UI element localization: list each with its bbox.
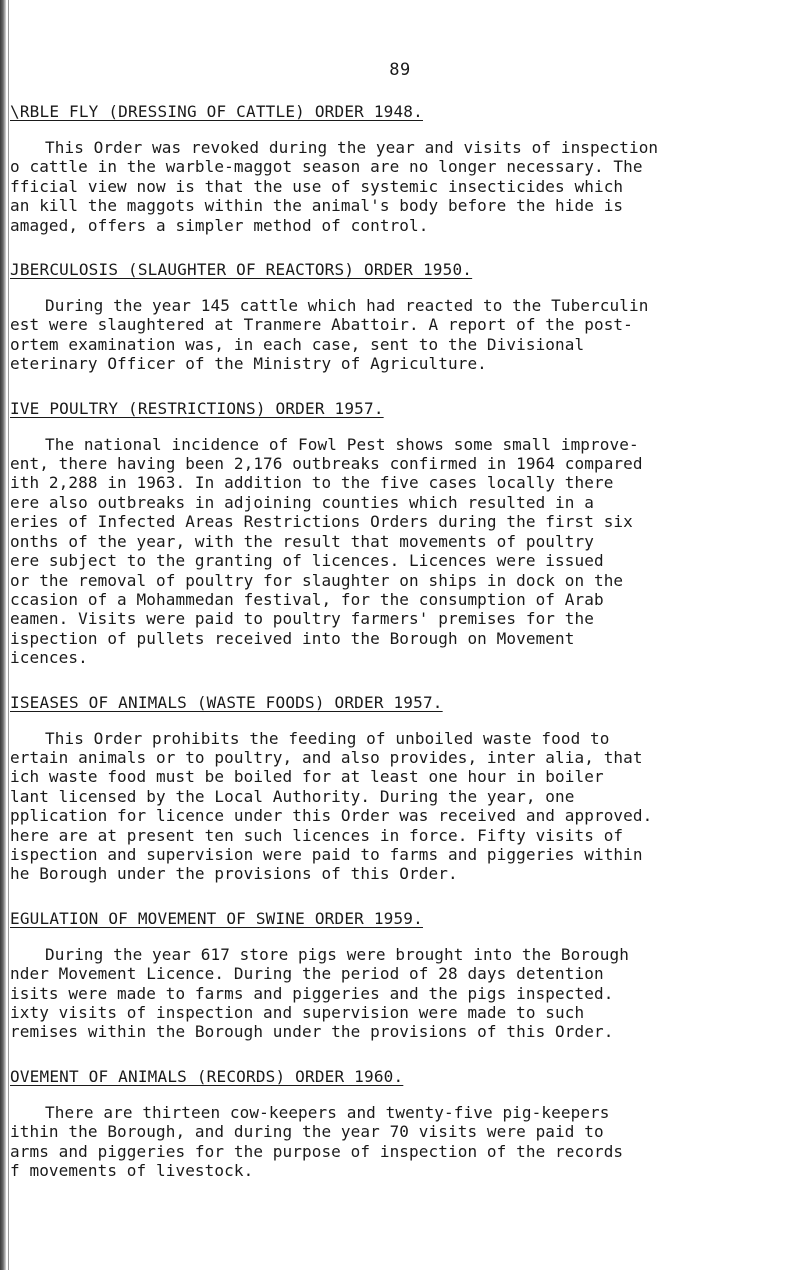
section-animal-records-order bbox=[10, 1065, 795, 1181]
text-line: nder Movement Licence. During the period of 28 days detention bbox=[10, 964, 604, 984]
text-line: ith 2,288 in 1963. In addition to the five cases locally there bbox=[10, 473, 614, 493]
section-heading: IVE POULTRY (RESTRICTIONS) ORDER 1957. bbox=[10, 398, 384, 418]
text-line: onths of the year, with the result that movements of poultry bbox=[10, 531, 594, 551]
text-line: o cattle in the warble-maggot season are no longer necessary. The bbox=[10, 157, 643, 177]
text-line: lant licensed by the Local Authority. During the year, one bbox=[10, 786, 575, 806]
text-line: ithin the Borough, and during the year 70 visits were paid to bbox=[10, 1122, 604, 1142]
text-line: The national incidence of Fowl Pest shows some small improve- bbox=[45, 434, 639, 454]
text-line: ent, there having been 2,176 outbreaks confirmed in 1964 compared bbox=[10, 454, 643, 474]
text-line: here are at present ten such licences in force. Fifty visits of bbox=[10, 825, 624, 845]
text-line: he Borough under the provisions of this Order. bbox=[10, 864, 458, 884]
text-line: This Order prohibits the feeding of unboiled waste food to bbox=[45, 728, 610, 748]
text-line: icences. bbox=[10, 648, 88, 668]
section-heading: EGULATION OF MOVEMENT OF SWINE ORDER 1959. bbox=[10, 908, 423, 928]
page-binding-line bbox=[8, 0, 9, 1270]
page-binding-edge bbox=[0, 0, 6, 1270]
section-paragraph bbox=[10, 296, 795, 374]
section-swine-movement-order bbox=[10, 907, 795, 1042]
text-line: There are thirteen cow-keepers and twenty-five pig-keepers bbox=[45, 1102, 610, 1122]
text-line: eterinary Officer of the Ministry of Agriculture. bbox=[10, 354, 487, 374]
section-heading: ISEASES OF ANIMALS (WASTE FOODS) ORDER 1957. bbox=[10, 692, 443, 712]
text-line: pplication for licence under this Order was received and approved. bbox=[10, 806, 653, 826]
text-line: During the year 617 store pigs were brought into the Borough bbox=[45, 944, 629, 964]
text-line: ertain animals or to poultry, and also provides, inter alia, that bbox=[10, 747, 643, 767]
section-heading: JBERCULOSIS (SLAUGHTER OF REACTORS) ORDER 1950. bbox=[10, 260, 473, 280]
section-heading: \RBLE FLY (DRESSING OF CATTLE) ORDER 1948. bbox=[10, 102, 423, 121]
section-paragraph bbox=[10, 729, 795, 884]
text-line: ere subject to the granting of licences. Licences were issued bbox=[10, 551, 604, 571]
text-line: or the removal of poultry for slaughter on ships in dock on the bbox=[10, 570, 624, 590]
text-line: an kill the maggots within the animal's body before the hide is bbox=[10, 196, 624, 216]
text-line: ccasion of a Mohammedan festival, for the consumption of Arab bbox=[10, 589, 604, 609]
text-line: remises within the Borough under the provisions of this Order. bbox=[10, 1022, 614, 1042]
text-line: ixty visits of inspection and supervision were made to such bbox=[10, 1003, 585, 1022]
page-number: 89 bbox=[389, 60, 411, 80]
text-line: This Order was revoked during the year and visits of inspection bbox=[45, 138, 659, 157]
section-paragraph bbox=[10, 435, 795, 668]
text-line: amaged, offers a simpler method of control. bbox=[10, 215, 429, 235]
text-line: eries of Infected Areas Restrictions Orders during the first six bbox=[10, 512, 633, 532]
section-heading: OVEMENT OF ANIMALS (RECORDS) ORDER 1960. bbox=[10, 1066, 404, 1086]
text-line: ispection and supervision were paid to farms and piggeries within bbox=[10, 844, 643, 864]
text-line: f movements of livestock. bbox=[10, 1161, 254, 1181]
text-line: eamen. Visits were paid to poultry farmers' premises for the bbox=[10, 609, 594, 629]
section-paragraph bbox=[10, 1103, 795, 1181]
text-line: isits were made to farms and piggeries and the pigs inspected. bbox=[10, 983, 614, 1003]
text-line: ich waste food must be boiled for at least one hour in boiler bbox=[10, 767, 604, 787]
text-line: ere also outbreaks in adjoining counties which resulted in a bbox=[10, 492, 594, 512]
section-waste-foods-order bbox=[10, 691, 795, 884]
text-line: ortem examination was, in each case, sent to the Divisional bbox=[10, 334, 585, 354]
text-line: During the year 145 cattle which had reacted to the Tuberculin bbox=[45, 296, 649, 316]
section-tuberculosis-order bbox=[10, 258, 795, 374]
text-line: fficial view now is that the use of systemic insecticides which bbox=[10, 176, 624, 196]
section-warble-fly-order bbox=[10, 100, 795, 235]
section-paragraph bbox=[10, 945, 795, 1042]
document-body bbox=[10, 100, 795, 1203]
section-live-poultry-order bbox=[10, 397, 795, 668]
text-line: est were slaughtered at Tranmere Abattoir. A report of the post- bbox=[10, 315, 633, 335]
section-paragraph bbox=[10, 138, 795, 235]
text-line: ispection of pullets received into the Borough on Movement bbox=[10, 628, 575, 648]
text-line: arms and piggeries for the purpose of inspection of the records bbox=[10, 1141, 624, 1161]
